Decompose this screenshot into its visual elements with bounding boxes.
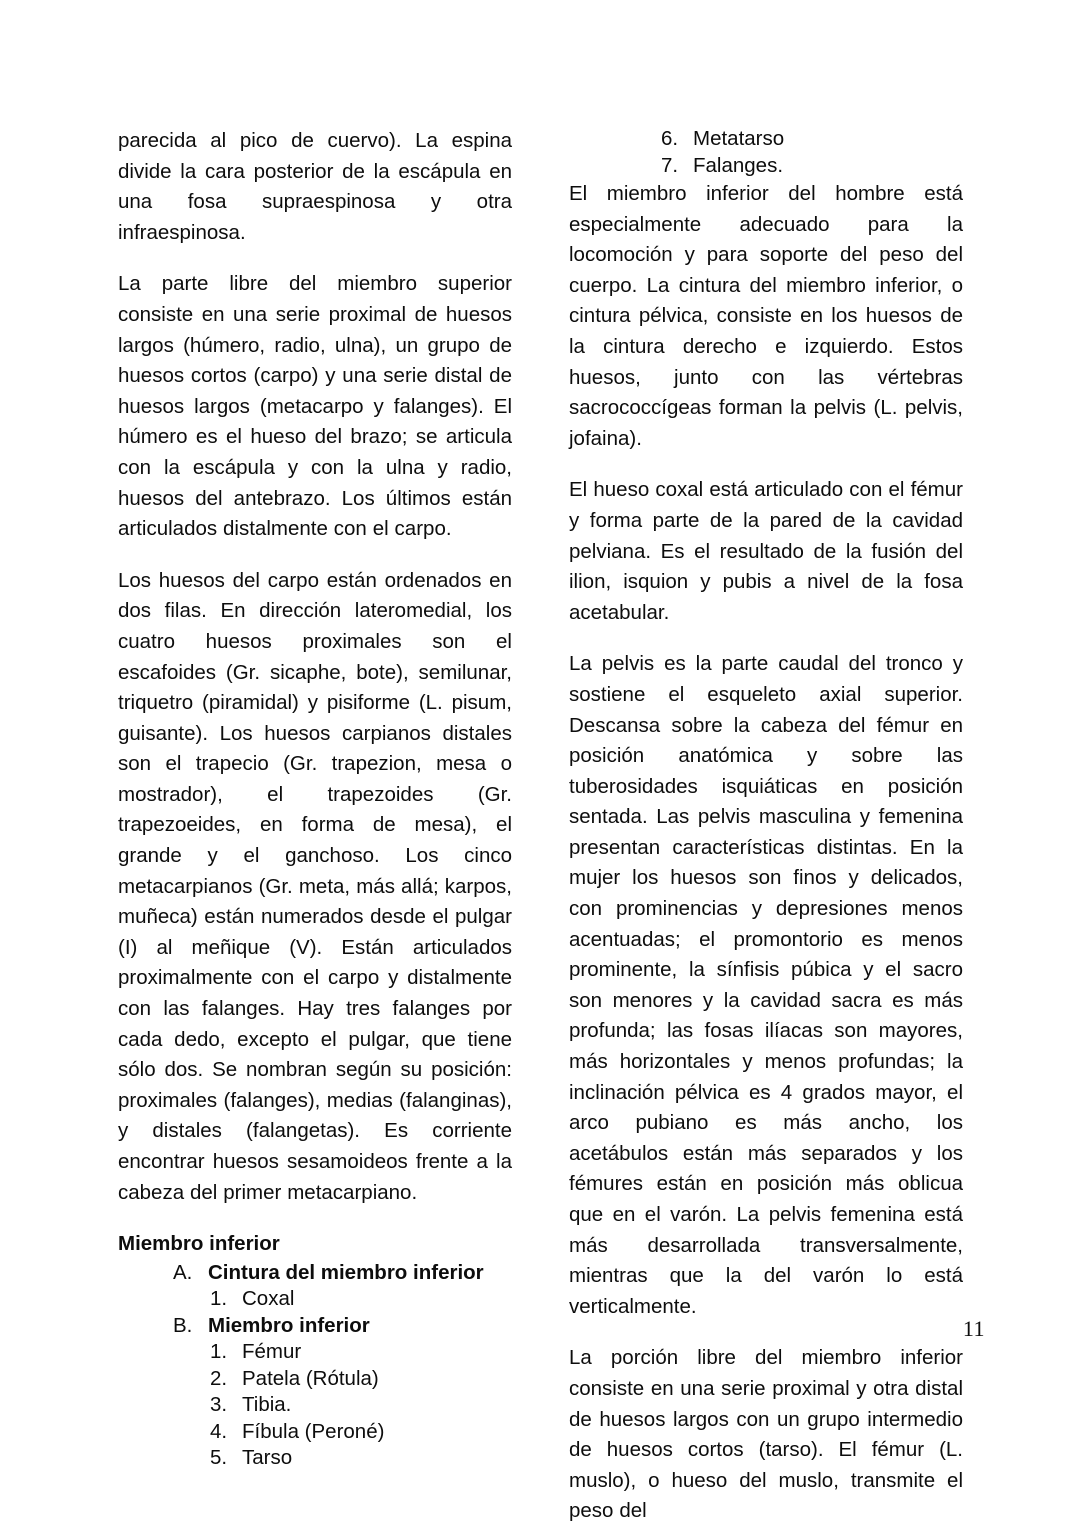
page-content-area [118, 126, 963, 1523]
outline-sub-label: Fíbula (Peroné) [242, 1419, 385, 1443]
outline-subitem [569, 126, 963, 153]
outline-sub-label: Tarso [242, 1446, 293, 1470]
outline-sub-label: Patela (Rótula) [242, 1366, 379, 1390]
outline-subitem [118, 1419, 512, 1446]
paragraph: El miembro inferior del hombre está especialmente adecuado para la locomoción y para soporte del peso del cuerpo. La cintura del miembro inferior, o cintura pélvica, consiste en los huesos de la cintura derecho e izquierdo. Estos huesos, junto con las vértebras sacrococcígeas forman la pelvis (L. pelvis, jofaina). [569, 182, 963, 450]
outline-item-a [118, 1260, 512, 1313]
outline-subitem [118, 1392, 512, 1419]
outline-subitem-row [118, 1339, 512, 1366]
outline-label: Cintura del miembro inferior [208, 1260, 484, 1284]
outline-sub-label: Tibia. [242, 1393, 292, 1417]
outline-list [118, 1260, 512, 1472]
outline-list-continued [569, 126, 963, 179]
outline-sublist [118, 1339, 512, 1472]
paragraph: El hueso coxal está articulado con el fémur y forma parte de la pared de la cavidad pelviana. Es el resultado de la fusión del ilion, isquion y pubis a nivel de la fosa acetabular. [569, 478, 963, 624]
outline-item-row [118, 1260, 512, 1287]
outline-sub-marker: 5. [210, 1446, 228, 1470]
outline-sub-marker: 4. [210, 1419, 228, 1443]
outline-label: Miembro inferior [208, 1313, 370, 1337]
outline-subitem-row [118, 1392, 512, 1419]
paragraph: parecida al pico de cuervo). La espina divide la cara posterior de la escápula en una fosa supraespinosa y otra infraespinosa. [118, 129, 512, 244]
outline-sub-label: Coxal [242, 1287, 295, 1311]
outline-subitem [569, 153, 963, 180]
outline-sub-marker: 6. [661, 127, 679, 150]
outline-sublist [118, 1286, 512, 1313]
outline-subitem [118, 1445, 512, 1472]
outline-marker: A. [173, 1260, 193, 1284]
outline-subitem [118, 1286, 512, 1313]
outline-marker: B. [173, 1313, 193, 1337]
outline-subitem [118, 1339, 512, 1366]
page-number: 11 [962, 1316, 985, 1341]
outline-subitem-row [118, 1366, 512, 1393]
outline-subitem [118, 1366, 512, 1393]
outline-subitem-row [118, 1286, 512, 1313]
paragraph: La parte libre del miembro superior consiste en una serie proximal de huesos largos (húmero, radio, ulna), un grupo de huesos cortos (carpo) y una serie distal de huesos largos (metacarpo y falanges). El húmero es el hueso del brazo; se articula con la escápula y con la ulna y radio, huesos del antebrazo. Los últimos están articulados distalmente con el carpo. [118, 272, 512, 541]
outline-subitem-row [569, 153, 963, 180]
paragraph: La pelvis es la parte caudal del tronco y sostiene el esqueleto axial superior. Descansa sobre la cabeza del fémur en posición anatómica y sobre las tuberosidades isquiáticas en posición sentada. Las pelvis masculina y femenina presentan características distintas. En la mujer los huesos son finos y delicados, con prominencias y depresiones menos acentuadas; el promontorio es menos prominente, la sínfisis púbica y el sacro son menores y la cavidad sacra es más profunda; las fosas ilíacas son mayores, más horizontales y menos profundas; la inclinación pélvica es 4 grados mayor, el arco pubiano es más ancho, los acetábulos están más separados y los fémures están en posición más oblicua que en el varón. La pelvis femenina está más desarrollada transversalmente, mientras que la del varón lo está verticalmente. [569, 652, 963, 1318]
outline-sub-label: Fémur [242, 1340, 302, 1364]
outline-item-b [118, 1313, 512, 1472]
outline-item-row [118, 1313, 512, 1340]
right-text-column [569, 126, 963, 1523]
outline-sub-marker: 1. [210, 1287, 228, 1311]
outline-sub-marker: 1. [210, 1340, 228, 1364]
outline-subitem-row [569, 126, 963, 153]
outline-subitem-row [118, 1419, 512, 1446]
outline-subitem-row [118, 1445, 512, 1472]
two-column-layout [118, 126, 963, 1523]
outline-sub-marker: 3. [210, 1393, 228, 1417]
outline-sub-label: Falanges. [693, 153, 784, 177]
left-text-column [118, 126, 512, 1470]
outline-sub-marker: 7. [661, 153, 679, 177]
outline-sub-label: Metatarso [693, 127, 785, 150]
paragraph: La porción libre del miembro inferior consiste en una serie proximal y otra distal de huesos largos con un grupo intermedio de huesos cortos (tarso). El fémur (L. muslo), o hueso del muslo, transmite el peso del [569, 1346, 963, 1523]
section-heading-miembro-inferior: Miembro inferior [118, 1232, 280, 1256]
outline-sub-marker: 2. [210, 1366, 228, 1390]
paragraph: Los huesos del carpo están ordenados en dos filas. En dirección lateromedial, los cuatro huesos proximales son el escafoides (Gr. sicaphe, bote), semilunar, triquetro (piramidal) y pisiforme (L. pisum, guisante). Los huesos carpianos distales son el trapecio (Gr. trapezion, mesa o mostrador), el trapezoides (Gr. trapezoeides, en forma de mesa), el grande y el ganchoso. Los cinco metacarpianos (Gr. meta, más allá; karpos, muñeca) están numerados desde el pulgar (I) al meñique (V). Están articulados proximalmente con el carpo y distalmente con las falanges. Hay tres falanges por cada dedo, excepto el pulgar, que tiene sólo dos. Se nombran según su posición: proximales (falanges), medias (falanginas), y distales (falangetas). Es corriente encontrar huesos sesamoideos frente a la cabeza del primer metacarpiano. [118, 568, 512, 1204]
